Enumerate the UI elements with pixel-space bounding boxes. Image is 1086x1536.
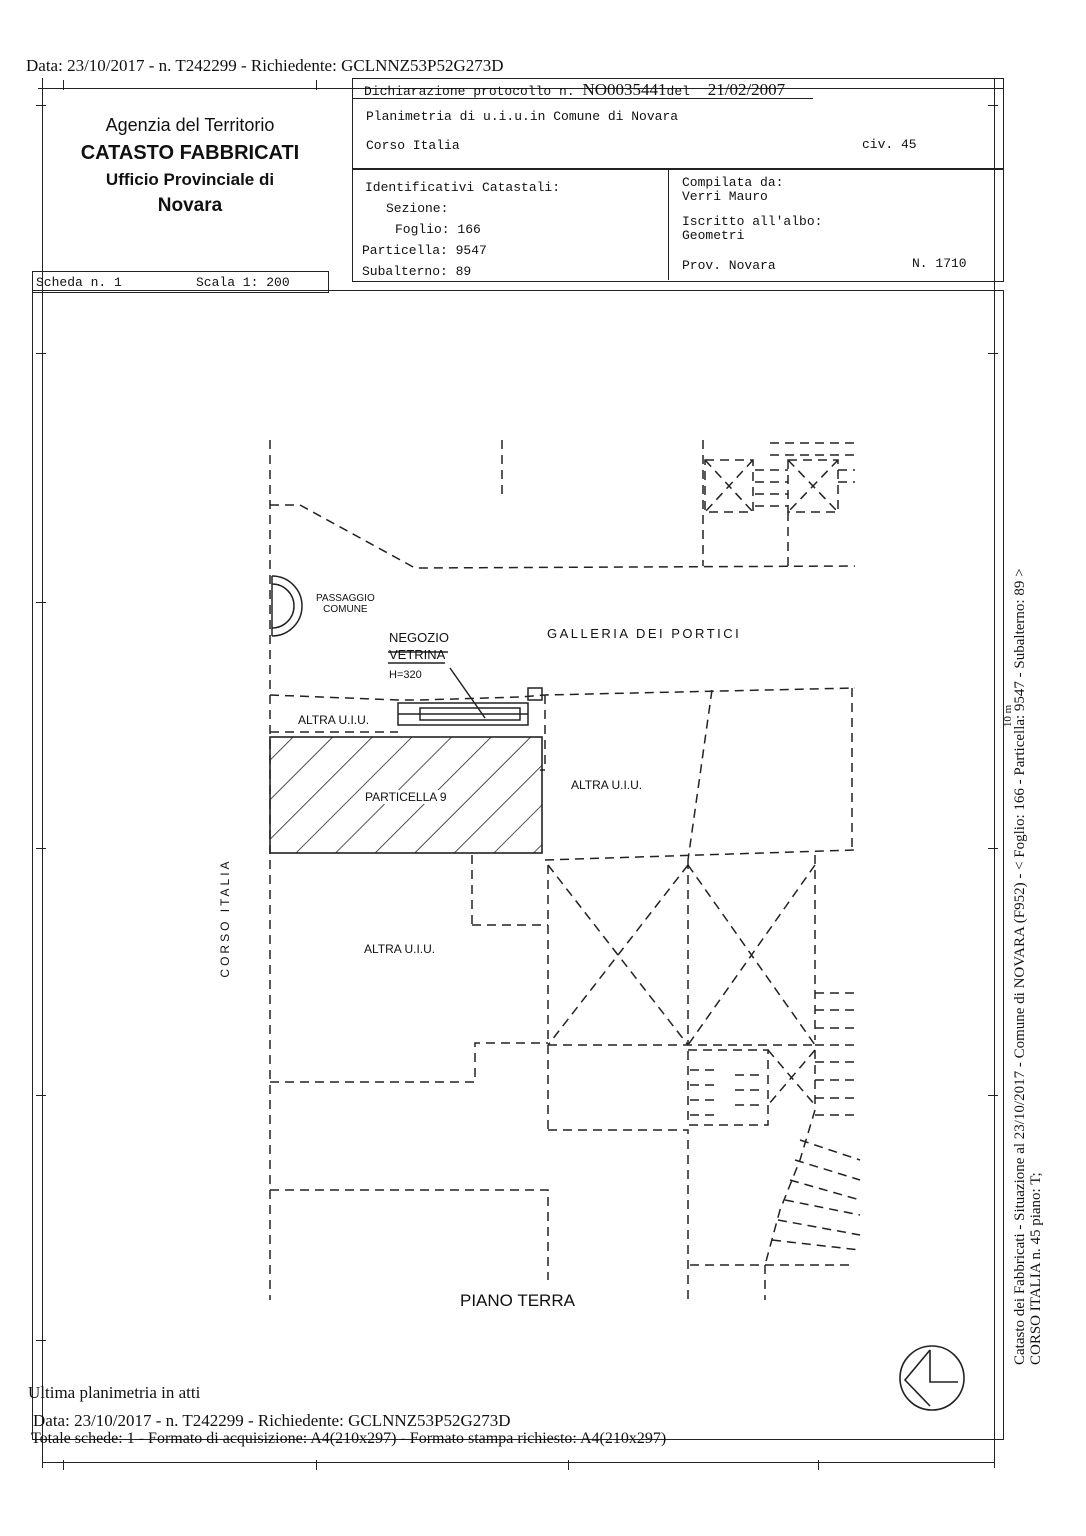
del-label: del xyxy=(666,84,690,99)
iscritto-label: Iscritto all'albo: xyxy=(682,214,823,229)
galleria-label: GALLERIA DEI PORTICI xyxy=(547,626,742,641)
agency-name: Agenzia del Territorio xyxy=(105,115,275,135)
prov-label: Prov. Novara xyxy=(682,258,776,273)
compilata-name: Verri Mauro xyxy=(682,189,768,204)
protocol-date: 21/02/2007 xyxy=(707,80,786,99)
office-city: Novara xyxy=(157,195,223,216)
piano-terra-label: PIANO TERRA xyxy=(460,1291,575,1310)
side-stamp: 10 m xyxy=(1002,704,1014,728)
altra-uiu-label-3: ALTRA U.I.U. xyxy=(364,942,436,956)
vetrina-label: VETRINA xyxy=(389,647,446,662)
subalterno-field: Subalterno: 89 xyxy=(362,264,472,279)
footer-totale: Totale schede: 1 - Formato di acquisizione: A4(210x297) - Formato stampa richiesto: A4(210x297) xyxy=(31,1430,667,1447)
footer-ultima: Ultima planimetria in atti xyxy=(28,1383,201,1402)
side-line-1: Catasto dei Fabbricati - Situazione al 23/10/2017 - Comune di NOVARA (F952) - < Foglio: 166 - Particella: 9547 - Subalterno: 89 > xyxy=(1012,568,1028,1365)
altra-uiu-label-1: ALTRA U.I.U. xyxy=(298,713,370,727)
civic-number: civ. 45 xyxy=(862,137,917,152)
compilata-label: Compilata da: xyxy=(682,175,784,190)
office-label: Ufficio Provinciale di xyxy=(105,170,275,189)
top-request-line: Data: 23/10/2017 - n. T242299 - Richiedente: GCLNNZ53P52G273D xyxy=(26,56,504,75)
iscritto-value: Geometri xyxy=(682,228,745,243)
scale-label: Scala 1: 200 xyxy=(196,275,290,290)
altra-uiu-label-2: ALTRA U.I.U. xyxy=(571,778,643,792)
footer-data: Data: 23/10/2017 - n. T242299 - Richiedente: GCLNNZ53P52G273D xyxy=(33,1411,511,1430)
particella-field: Particella: 9547 xyxy=(362,243,487,258)
height-label: H=320 xyxy=(389,669,422,681)
planimetria-line: Planimetria di u.i.u.in Comune di Novara xyxy=(366,109,679,124)
street-name: Corso Italia xyxy=(366,138,460,153)
declaration-label: Dichiarazione protocollo n. xyxy=(364,84,575,99)
albo-number: N. 1710 xyxy=(912,256,967,271)
passaggio-label xyxy=(316,593,375,615)
scheda-number: Scheda n. 1 xyxy=(36,275,122,290)
passaggio-line2: COMUNE xyxy=(323,604,368,615)
negozio-label: NEGOZIO xyxy=(389,630,449,645)
catasto-title: CATASTO FABBRICATI xyxy=(80,142,300,164)
corso-italia-label: CORSO ITALIA xyxy=(218,858,232,978)
identifiers-title: Identificativi Catastali: xyxy=(365,180,561,195)
north-arrow xyxy=(900,1346,964,1410)
protocol-number: NO0035441 xyxy=(582,80,667,99)
foglio-field: Foglio: 166 xyxy=(395,222,481,237)
side-line-2: CORSO ITALIA n. 45 piano: T; xyxy=(1028,1172,1044,1365)
passaggio-line1: PASSAGGIO xyxy=(316,593,375,604)
sezione-field: Sezione: xyxy=(386,201,449,216)
side-catasto-text xyxy=(1012,445,1044,1365)
particella-label: PARTICELLA 9 xyxy=(365,790,447,804)
